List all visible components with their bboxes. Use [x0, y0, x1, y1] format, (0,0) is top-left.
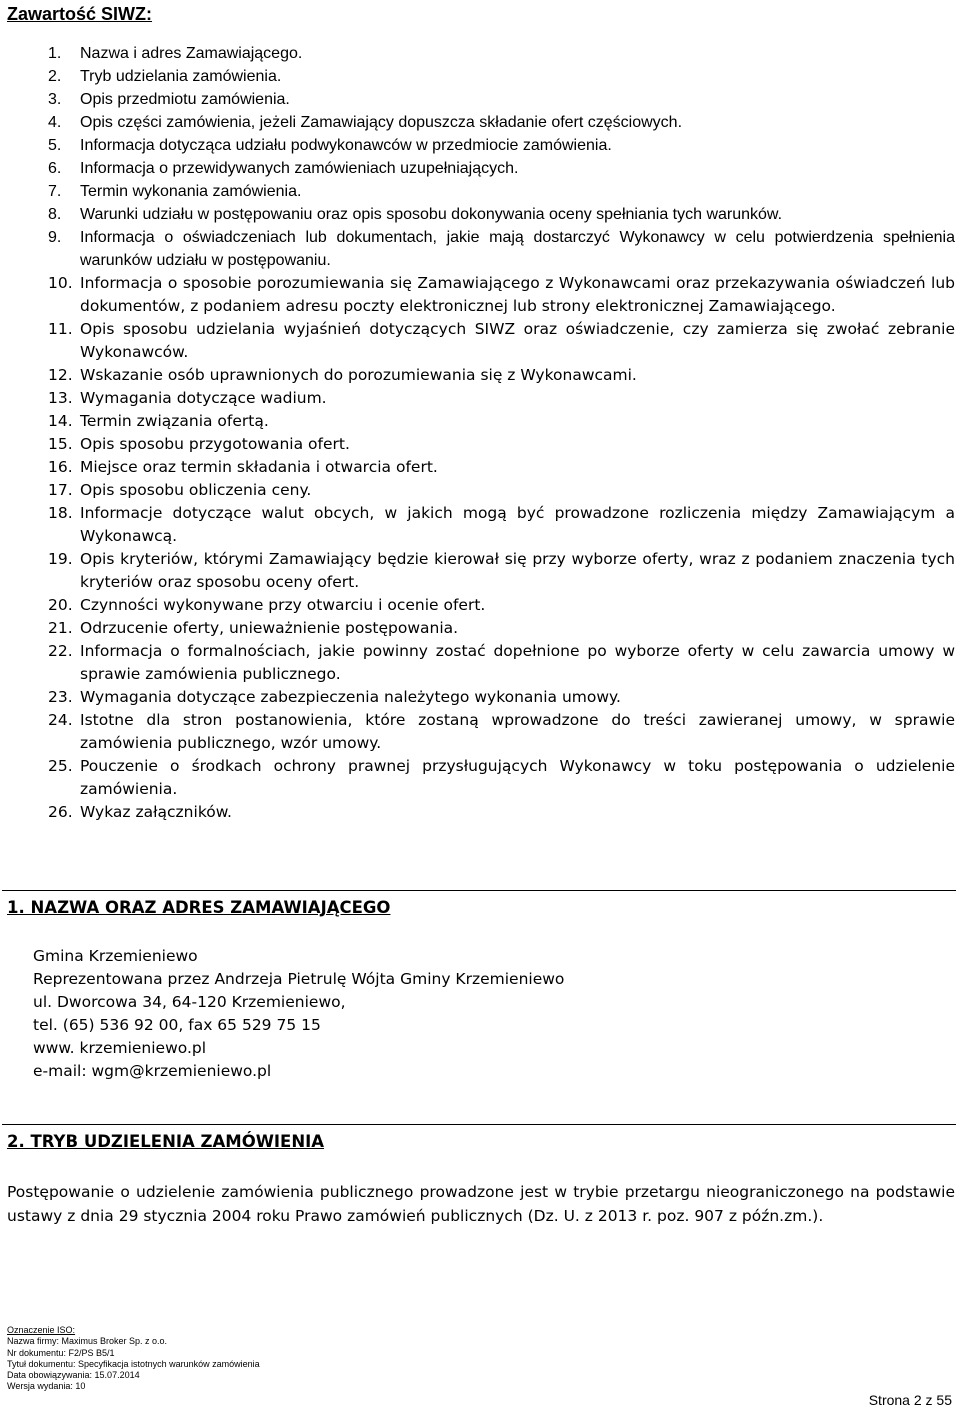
list-item — [0, 433, 960, 456]
footer-line: Tytuł dokumentu: Specyfikacja istotnych warunków zamówienia — [7, 1358, 260, 1369]
item-number: 13. — [48, 389, 73, 407]
item-number: 16. — [48, 458, 73, 476]
item-number: 15. — [48, 435, 73, 453]
list-item — [0, 479, 960, 502]
item-text: Wymagania dotyczące zabezpieczenia należytego wykonania umowy. — [80, 688, 621, 706]
item-text: Opis sposobu przygotowania ofert. — [80, 435, 350, 453]
item-text: Opis kryteriów, którymi Zamawiający będzie kierował się przy wyborze oferty, wraz z podaniem znaczenia tych kryteriów oraz sposobu oceny ofert. — [80, 550, 955, 591]
item-number: 11. — [48, 320, 73, 338]
list-item — [0, 65, 960, 88]
footer-label: Oznaczenie ISO: — [7, 1325, 76, 1335]
list-item — [0, 226, 960, 272]
item-text: Tryb udzielania zamówienia. — [80, 68, 282, 85]
footer-line: Nazwa firmy: Maximus Broker Sp. z o.o. — [7, 1336, 168, 1347]
item-number: 8. — [48, 206, 62, 223]
item-number: 17. — [48, 481, 73, 499]
list-item — [0, 456, 960, 479]
list-item — [0, 180, 960, 203]
item-text: Informacje dotyczące walut obcych, w jakich mogą być prowadzone rozliczenia między Zamawiającym a Wykonawcą. — [80, 504, 955, 545]
item-number: 18. — [48, 504, 73, 522]
item-text: Warunki udziału w postępowaniu oraz opis sposobu dokonywania oceny spełniania tych warunków. — [80, 206, 783, 223]
address-line: ul. Dworcowa 34, 64-120 Krzemieniewo, — [33, 993, 346, 1011]
item-number: 12. — [48, 366, 73, 384]
item-text: Termin związania ofertą. — [80, 412, 269, 430]
list-item — [0, 640, 960, 686]
section-heading: 2. TRYB UDZIELENIA ZAMÓWIENIA — [7, 1132, 325, 1151]
item-text: Wymagania dotyczące wadium. — [80, 389, 327, 407]
footer-line: Nr dokumentu: F2/PS B5/1 — [7, 1347, 115, 1358]
address-line: Gmina Krzemieniewo — [33, 947, 198, 965]
list-item — [0, 203, 960, 226]
item-number: 9. — [48, 229, 62, 246]
item-number: 25. — [48, 757, 73, 775]
list-item — [0, 364, 960, 387]
list-item — [0, 548, 960, 594]
list-item — [0, 387, 960, 410]
footer-line: Wersja wydania: 10 — [7, 1381, 86, 1392]
item-number: 21. — [48, 619, 73, 637]
item-text: Czynności wykonywane przy otwarciu i ocenie ofert. — [80, 596, 486, 614]
item-text: Opis sposobu obliczenia ceny. — [80, 481, 312, 499]
item-number: 1. — [48, 45, 62, 62]
item-text: Informacja dotycząca udziału podwykonawców w przedmiocie zamówienia. — [80, 137, 612, 154]
item-text: Wskazanie osób uprawnionych do porozumiewania się z Wykonawcami. — [80, 366, 637, 384]
item-text: Termin wykonania zamówienia. — [80, 183, 302, 200]
item-number: 4. — [48, 114, 62, 131]
item-number: 22. — [48, 642, 73, 660]
list-item — [0, 410, 960, 433]
section-divider — [2, 890, 956, 891]
procedure-paragraph: Postępowanie o udzielenie zamówienia publicznego prowadzone jest w trybie przetargu nieograniczonego na podstawie ustawy z dnia 29 stycznia 2004 roku Prawo zamówień publicznych (Dz. U. z 2013 r. poz. 907 z późn.zm.). — [7, 1183, 955, 1225]
section-divider — [2, 1124, 956, 1125]
address-line: e-mail: wgm@krzemieniewo.pl — [33, 1062, 272, 1080]
item-number: 5. — [48, 137, 62, 154]
item-number: 23. — [48, 688, 73, 706]
address-line: www. krzemieniewo.pl — [33, 1039, 207, 1057]
item-number: 3. — [48, 91, 62, 108]
table-of-contents — [0, 42, 960, 824]
item-number: 19. — [48, 550, 73, 568]
list-item — [0, 617, 960, 640]
list-item — [0, 318, 960, 364]
item-text: Informacja o oświadczeniach lub dokumentach, jakie mają dostarczyć Wykonawcy w celu potwierdzenia spełnienia warunków udziału w postępowaniu. — [80, 229, 955, 269]
list-item — [0, 272, 960, 318]
item-text: Nazwa i adres Zamawiającego. — [80, 45, 303, 62]
list-item — [0, 755, 960, 801]
item-number: 7. — [48, 183, 62, 200]
item-number: 14. — [48, 412, 73, 430]
footer-line: Data obowiązywania: 15.07.2014 — [7, 1370, 140, 1381]
item-text: Wykaz załączników. — [80, 803, 232, 821]
address-line: tel. (65) 536 92 00, fax 65 529 75 15 — [33, 1016, 321, 1034]
item-text: Miejsce oraz termin składania i otwarcia ofert. — [80, 458, 438, 476]
item-text: Opis przedmiotu zamówienia. — [80, 91, 290, 108]
list-item — [0, 134, 960, 157]
list-item — [0, 502, 960, 548]
list-item — [0, 594, 960, 617]
item-number: 2. — [48, 68, 62, 85]
item-text: Opis sposobu udzielania wyjaśnień dotyczących SIWZ oraz oświadczenie, czy zamierza się zwołać zebranie Wykonawców. — [80, 320, 955, 361]
list-item — [0, 157, 960, 180]
item-text: Odrzucenie oferty, unieważnienie postępowania. — [80, 619, 459, 637]
item-number: 20. — [48, 596, 73, 614]
item-number: 24. — [48, 711, 73, 729]
page-number: Strona 2 z 55 — [868, 1392, 952, 1408]
toc-title: Zawartość SIWZ: — [7, 4, 153, 24]
item-text: Istotne dla stron postanowienia, które zostaną wprowadzone do treści zawieranej umowy, w sprawie zamówienia publicznego, wzór umowy. — [80, 711, 955, 752]
item-text: Informacja o sposobie porozumiewania się Zamawiającego z Wykonawcami oraz przekazywania oświadczeń lub dokumentów, z podaniem adresu poczty elektronicznej lub strony elektronicznej Zamawiającego. — [80, 274, 955, 315]
section-heading: 1. NAZWA ORAZ ADRES ZAMAWIAJĄCEGO — [7, 898, 391, 917]
list-item — [0, 88, 960, 111]
item-text: Informacja o przewidywanych zamówieniach uzupełniających. — [80, 160, 519, 177]
address-line: Reprezentowana przez Andrzeja Pietrulę Wójta Gminy Krzemieniewo — [33, 970, 565, 988]
iso-footer — [7, 1325, 260, 1393]
list-item — [0, 42, 960, 65]
item-text: Opis części zamówienia, jeżeli Zamawiający dopuszcza składanie ofert częściowych. — [80, 114, 683, 131]
list-item — [0, 801, 960, 824]
item-number: 10. — [48, 274, 73, 292]
item-number: 26. — [48, 803, 73, 821]
item-text: Informacja o formalnościach, jakie powinny zostać dopełnione po wyborze oferty w celu zawarcia umowy w sprawie zamówienia publicznego. — [80, 642, 955, 683]
list-item — [0, 686, 960, 709]
contracting-authority-address — [33, 945, 564, 1083]
list-item — [0, 111, 960, 134]
item-text: Pouczenie o środkach ochrony prawnej przysługujących Wykonawcy w toku postępowania o udzielenie zamówienia. — [80, 757, 955, 798]
item-number: 6. — [48, 160, 62, 177]
list-item — [0, 709, 960, 755]
